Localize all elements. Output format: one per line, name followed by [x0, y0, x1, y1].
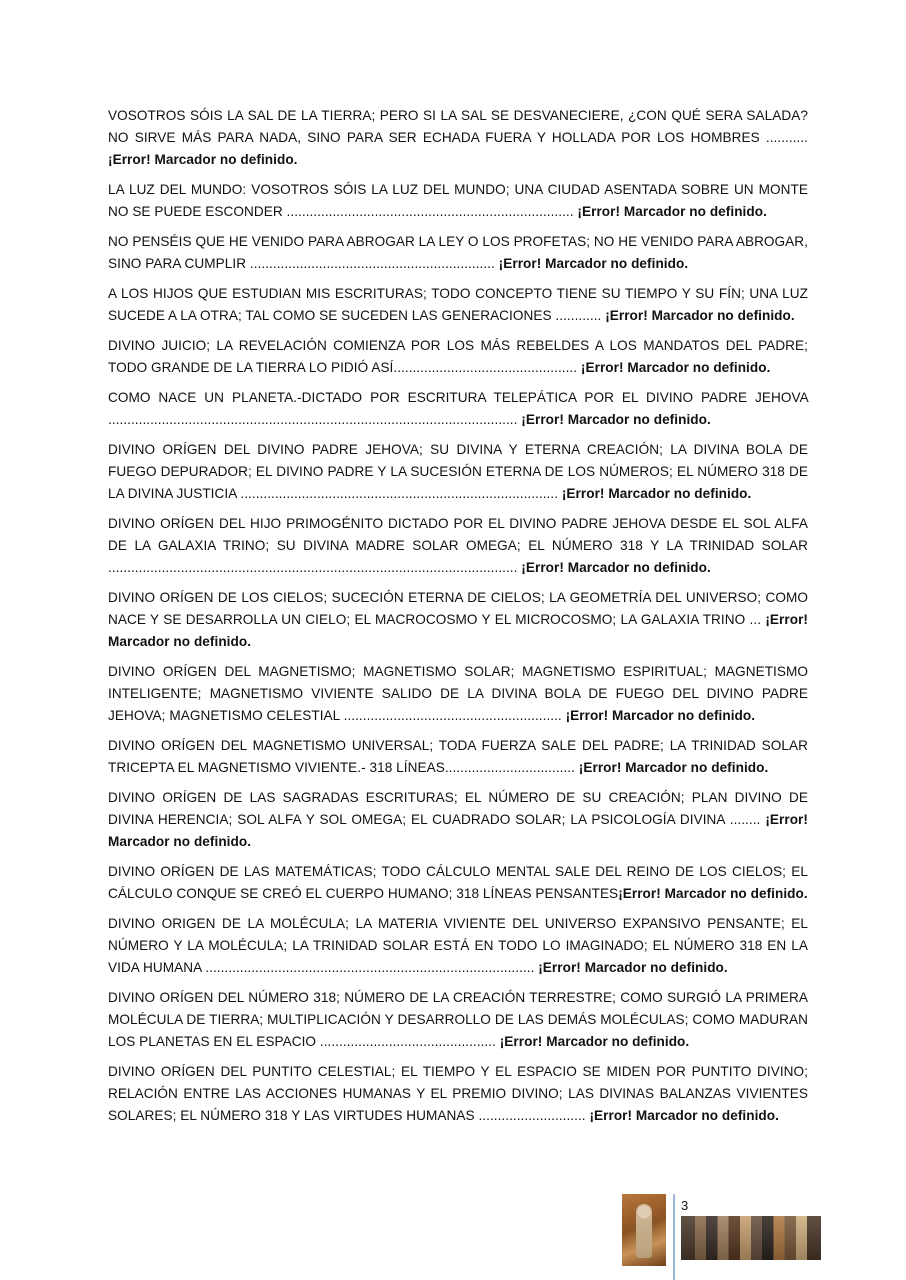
toc-leader: ........................................................................................................... [108, 560, 522, 575]
toc-entry-title: DIVINO ORÍGEN DE LOS CIELOS; SUCECIÓN ETERNA DE CIELOS; LA GEOMETRÍA DEL UNIVERSO; COMO NACE Y SE DESARROLLA UN CIELO; EL MACROCOSMO Y EL MICROCOSMO; LA GALAXIA TRINO [108, 590, 808, 627]
toc-entry-title: DIVINO ORÍGEN DEL DIVINO PADRE JEHOVA; SU DIVINA Y ETERNA CREACIÓN; LA DIVINA BOLA DE FUEGO DEPURADOR; EL DIVINO PADRE Y LA SUCESIÓN ETERNA DE LOS NÚMEROS; EL NÚMERO 318 DE LA DIVINA JUSTICIA [108, 442, 808, 501]
toc-entry[interactable] [108, 283, 808, 327]
toc-entry-title: DIVINO ORÍGEN DEL MAGNETISMO; MAGNETISMO SOLAR; MAGNETISMO ESPIRITUAL; MAGNETISMO INTELIGENTE; MAGNETISMO VIVIENTE SALIDO DE LA DIVINA BOLA DE FUEGO DEL DIVINO PADRE JEHOVA; MAGNETISMO CELESTIAL [108, 664, 808, 723]
toc-leader: ...................................................................................... [201, 960, 539, 975]
toc-leader: ........................................................................................................... [108, 412, 522, 427]
toc-entry-title: DIVINO ORÍGEN DE LAS SAGRADAS ESCRITURAS; EL NÚMERO DE SU CREACIÓN; PLAN DIVINO DE DIVINA HERENCIA; SOL ALFA Y SOL OMEGA; EL CUADRADO SOLAR; LA PSICOLOGÍA DIVINA [108, 790, 808, 827]
toc-entry-title: COMO NACE UN PLANETA.-DICTADO POR ESCRITURA TELEPÁTICA POR EL DIVINO PADRE JEHOVA [108, 390, 808, 405]
toc-page-ref: ¡Error! Marcador no definido. [561, 486, 752, 501]
toc-entry[interactable] [108, 231, 808, 275]
toc-leader: ........... [759, 130, 808, 145]
toc-leader: ................................. [448, 760, 579, 775]
toc-entry[interactable] [108, 105, 808, 171]
toc-page-ref: ¡Error! Marcador no definido. [499, 1034, 690, 1049]
toc-page-ref: ¡Error! Marcador no definido. [108, 812, 808, 849]
toc-entry-title: DIVINO ORÍGEN DEL NÚMERO 318; NÚMERO DE LA CREACIÓN TERRESTRE; COMO SURGIÓ LA PRIMERA MOLÉCULA DE TIERRA; MULTIPLICACIÓN Y DESARROLLO DE LAS DEMÁS MOLÉCULAS; COMO MADURAN LOS PLANETAS EN EL ESPACIO [108, 990, 808, 1049]
toc-entry[interactable] [108, 861, 808, 905]
toc-page-ref: ¡Error! Marcador no definido. [618, 886, 808, 901]
toc-page-ref: ¡Error! Marcador no definido. [521, 560, 711, 575]
footer-figure-image [622, 1194, 666, 1266]
toc-leader: ............................ [474, 1108, 590, 1123]
toc-page-ref: ¡Error! Marcador no definido. [538, 960, 728, 975]
footer-banner-image [681, 1216, 821, 1260]
toc-entry[interactable] [108, 913, 808, 979]
table-of-contents [108, 105, 808, 1135]
toc-entry[interactable] [108, 1061, 808, 1127]
toc-entry[interactable] [108, 387, 808, 431]
toc-page-ref: ¡Error! Marcador no definido. [108, 152, 298, 167]
toc-entry[interactable] [108, 735, 808, 779]
toc-entry-title: VOSOTROS SÓIS LA SAL DE LA TIERRA; PERO SI LA SAL SE DESVANECIERE, ¿CON QUÉ SERA SALADA? NO SIRVE MÁS PARA NADA, SINO PARA SER ECHADA FUERA Y HOLLADA POR LOS HOMBRES [108, 108, 808, 145]
toc-page-ref: ¡Error! Marcador no definido. [589, 1108, 779, 1123]
toc-leader: ... [745, 612, 766, 627]
toc-entry-title: DIVINO ORÍGEN DEL PUNTITO CELESTIAL; EL TIEMPO Y EL ESPACIO SE MIDEN POR PUNTITO DIVINO; RELACIÓN ENTRE LAS ACCIONES HUMANAS Y EL PREMIO DIVINO; LAS DIVINAS BALANZAS VIVIENTES SOLARES; EL NÚMERO 318 Y LAS VIRTUDES HUMANAS [108, 1064, 808, 1123]
toc-leader: ................................................................ [246, 256, 499, 271]
toc-entry[interactable] [108, 179, 808, 223]
toc-entry-title: DIVINO ORÍGEN DEL MAGNETISMO UNIVERSAL; TODA FUERZA SALE DEL PADRE; LA TRINIDAD SOLAR TRICEPTA EL MAGNETISMO VIVIENTE.- 318 LÍNEAS. [108, 738, 808, 775]
toc-page-ref: ¡Error! Marcador no definido. [578, 760, 769, 775]
toc-entry-title: DIVINO ORÍGEN DE LAS MATEMÁTICAS; TODO CÁLCULO MENTAL SALE DEL REINO DE LOS CIELOS; EL CÁLCULO CONQUE SE CREÓ EL CUERPO HUMANO; 318 LÍNEAS PENSANTES [108, 864, 808, 901]
figure-shape [636, 1204, 652, 1258]
toc-page-ref: ¡Error! Marcador no definido. [498, 256, 689, 271]
toc-leader: ........................................................................... [282, 204, 578, 219]
toc-leader: ............ [551, 308, 606, 323]
toc-leader: ......................................................... [339, 708, 566, 723]
toc-leader: ........ [724, 812, 766, 827]
toc-entry-title: NO PENSÉIS QUE HE VENIDO PARA ABROGAR LA LEY O LOS PROFETAS; NO HE VENIDO PARA ABROGAR, SINO PARA CUMPLIR [108, 234, 808, 271]
toc-entry-title: A LOS HIJOS QUE ESTUDIAN MIS ESCRITURAS; TODO CONCEPTO TIENE SU TIEMPO Y SU FÍN; UNA LUZ SUCEDE A LA OTRA; TAL COMO SE SUCEDEN LAS GENERACIONES [108, 286, 808, 323]
page-number: 3 [681, 1198, 689, 1213]
toc-entry[interactable] [108, 787, 808, 853]
toc-entry-title: DIVINO ORÍGEN DEL HIJO PRIMOGÉNITO DICTADO POR EL DIVINO PADRE JEHOVA DESDE EL SOL ALFA DE LA GALAXIA TRINO; SU DIVINA MADRE SOLAR OMEGA; EL NÚMERO 318 Y LA TRINIDAD SOLAR [108, 516, 808, 553]
footer-divider [673, 1194, 675, 1280]
toc-page-ref: ¡Error! Marcador no definido. [577, 204, 767, 219]
toc-page-ref: ¡Error! Marcador no definido. [521, 412, 711, 427]
toc-entry[interactable] [108, 439, 808, 505]
toc-entry-title: DIVINO JUICIO; LA REVELACIÓN COMIENZA POR LOS MÁS REBELDES A LOS MANDATOS DEL PADRE; TODO GRANDE DE LA TIERRA LO PIDIÓ ASÍ [108, 338, 808, 375]
toc-leader: .............................................. [316, 1034, 500, 1049]
toc-entry-title: DIVINO ORIGEN DE LA MOLÉCULA; LA MATERIA VIVIENTE DEL UNIVERSO EXPANSIVO PENSANTE; EL NÚMERO Y LA MOLÉCULA; LA TRINIDAD SOLAR ESTÁ EN TODO LO IMAGINADO; EL NÚMERO 318 EN LA VIDA HUMANA [108, 916, 808, 975]
toc-leader: ................................................ [393, 360, 581, 375]
toc-entry[interactable] [108, 513, 808, 579]
toc-entry[interactable] [108, 987, 808, 1053]
toc-entry[interactable] [108, 335, 808, 379]
toc-entry[interactable] [108, 587, 808, 653]
toc-entry[interactable] [108, 661, 808, 727]
toc-page-ref: ¡Error! Marcador no definido. [108, 612, 808, 649]
toc-page-ref: ¡Error! Marcador no definido. [605, 308, 795, 323]
toc-page-ref: ¡Error! Marcador no definido. [565, 708, 756, 723]
toc-leader: ................................................................................... [236, 486, 562, 501]
toc-page-ref: ¡Error! Marcador no definido. [580, 360, 771, 375]
toc-entry-title: LA LUZ DEL MUNDO: VOSOTROS SÓIS LA LUZ DEL MUNDO; UNA CIUDAD ASENTADA SOBRE UN MONTE NO SE PUEDE ESCONDER [108, 182, 808, 219]
